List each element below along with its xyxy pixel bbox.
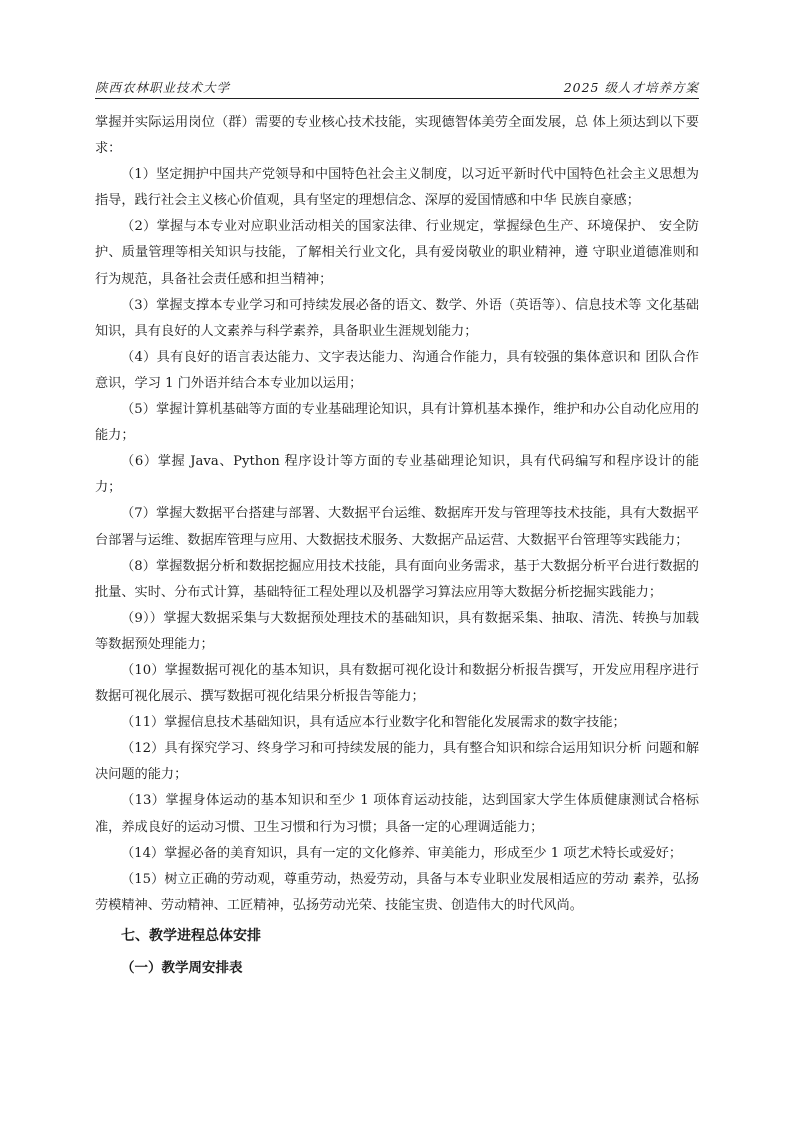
requirement-item-12: （12）具有探究学习、终身学习和可持续发展的能力，具有整合知识和综合运用知识分析 问题和解决问题的能力； [95,741,699,783]
requirement-item-8: （8）掌握数据分析和数据挖掘应用技术技能，具有面向业务需求，基于大数据分析平台进行数据的批量、实时、分布式计算，基础特征工程处理以及机器学习算法应用等大数据分析挖掘实践能力； [95,558,699,600]
document-title: 2025 级人才培养方案 [563,80,699,95]
requirement-item-14: （14）掌握必备的美育知识，具有一定的文化修养、审美能力，形成至少 1 项艺术特长或爱好； [121,845,683,861]
page-header [95,78,699,98]
requirement-item-4: （4）具有良好的语言表达能力、文字表达能力、沟通合作能力，具有较强的集体意识和 团队合作意识，学习 1 门外语并结合本专业加以运用； [95,349,699,391]
section-heading: 七、教学进程总体安排 [121,927,261,944]
requirement-item-6: （6）掌握 Java、Python 程序设计等方面的专业基础理论知识，具有代码编写和程序设计的能力； [95,454,699,496]
page-body [95,110,699,981]
requirement-item-5: （5）掌握计算机基础等方面的专业基础理论知识，具有计算机基本操作，维护和办公自动化应用的能力； [95,402,699,444]
requirement-item-13: （13）掌握身体运动的基本知识和至少 1 项体育运动技能，达到国家大学生体质健康测试合格标准，养成良好的运动习惯、卫生习惯和行为习惯；具备一定的心理调适能力； [95,793,699,835]
requirement-item-11: （11）掌握信息技术基础知识，具有适应本行业数字化和智能化发展需求的数字技能； [121,715,626,731]
requirement-item-9: （9））掌握大数据采集与大数据预处理技术的基础知识，具有数据采集、抽取、清洗、转换与加载等数据预处理能力； [95,610,699,652]
requirement-item-7: （7）掌握大数据平台搭建与部署、大数据平台运维、数据库开发与管理等技术技能，具有大数据平台部署与运维、数据库管理与应用、大数据技术服务、大数据产品运营、大数据平台管理等实践能力； [95,506,699,548]
requirement-item-1: （1）坚定拥护中国共产党领导和中国特色社会主义制度，以习近平新时代中国特色社会主义思想为指导，践行社会主义核心价值观，具有坚定的理想信念、深厚的爱国情感和中华 民族自豪感； [95,167,699,209]
requirement-item-3: （3）掌握支撑本专业学习和可持续发展必备的语文、数学、外语（英语等）、信息技术等 文化基础知识，具有良好的人文素养与科学素养，具备职业生涯规划能力； [95,297,699,339]
requirement-item-15: （15）树立正确的劳动观，尊重劳动，热爱劳动，具备与本专业职业发展相适应的劳动 素养，弘扬劳模精神、劳动精神、工匠精神，弘扬劳动光荣、技能宝贵、创造伟大的时代风尚。 [95,871,699,913]
requirement-item-2: （2）掌握与本专业对应职业活动相关的国家法律、行业规定，掌握绿色生产、环境保护、 安全防护、质量管理等相关知识与技能，了解相关行业文化，具有爱岗敬业的职业精神，遵 守职业道德准则和行为规范，具备社会责任感和担当精神； [95,219,699,287]
header-rule [95,98,699,99]
school-name: 陕西农林职业技术大学 [95,80,231,95]
intro-paragraph: 掌握并实际运用岗位（群）需要的专业核心技术技能，实现德智体美劳全面发展，总 体上须达到以下要求： [95,115,699,157]
sub-heading: （一）教学周安排表 [121,959,243,976]
requirement-item-10: （10）掌握数据可视化的基本知识，具有数据可视化设计和数据分析报告撰写，开发应用程序进行数据可视化展示、撰写数据可视化结果分析报告等能力； [95,662,699,705]
